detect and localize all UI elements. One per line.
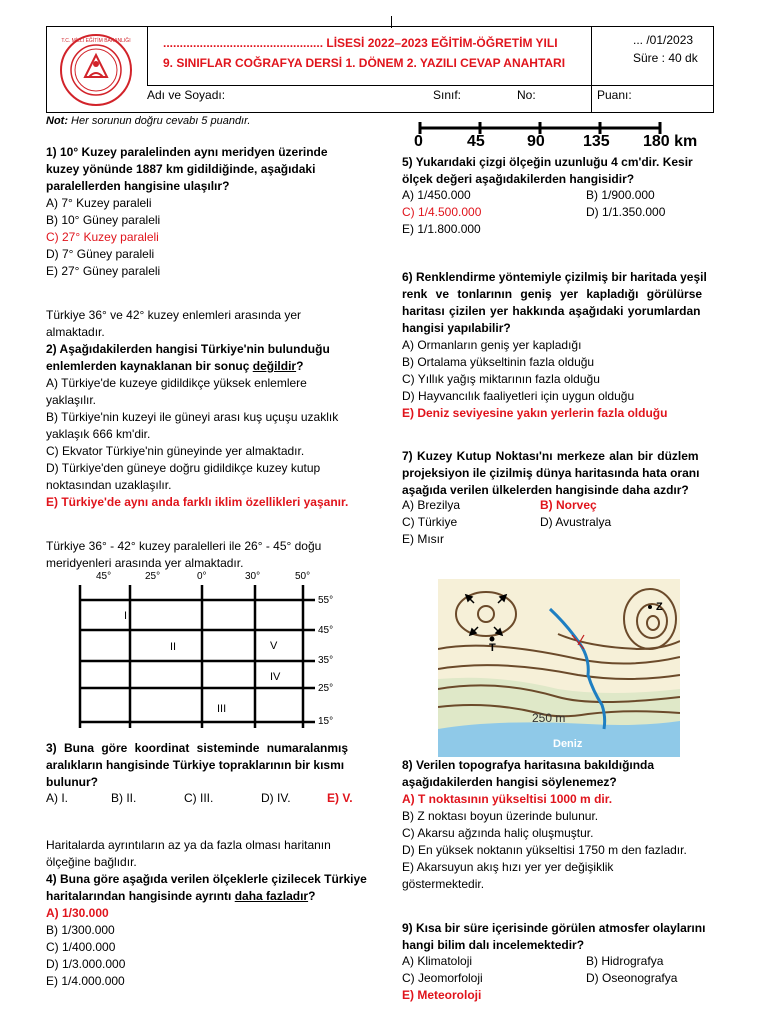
q1-stem-line-1: 1) 10° Kuzey paralelinden aynı meridyen üzerinde <box>46 145 328 159</box>
q2-intro-line-2: almaktadır. <box>46 325 105 339</box>
q2-option-b-line-1: B) Türkiye'nin kuzeyi ile güneyi arası kuş uçuşu uzaklık <box>46 410 339 424</box>
grid-top-label-2: 25° <box>145 571 161 582</box>
q1-option-e: E) 27° Güney paraleli <box>46 264 161 278</box>
note: Not: Her sorunun doğru cevabı 5 puandır. <box>46 115 251 127</box>
q2-intro-line-1: Türkiye 36° ve 42° kuzey enlemleri arasında yer <box>46 308 302 322</box>
q8-option-e-line-2: göstermektedir. <box>402 877 485 891</box>
q7-option-b-correct: B) Norveç <box>540 498 597 512</box>
map-label-t: T <box>489 642 496 654</box>
q7-option-c: C) Türkiye <box>402 515 458 529</box>
scale-label-45: 45 <box>467 133 485 150</box>
question-3 <box>46 740 376 791</box>
grid-top-label-5: 50° <box>295 571 311 582</box>
meb-logo-icon <box>59 33 133 107</box>
question-5 <box>402 154 732 188</box>
coordinate-grid <box>70 568 360 734</box>
q7-option-a: A) Brezilya <box>402 498 461 512</box>
q1-stem-line-3: paralellerden hangisine ulaşılır? <box>46 179 230 193</box>
question-6 <box>402 269 716 422</box>
q1-option-a: A) 7° Kuzey paraleli <box>46 196 152 210</box>
q2-option-d-line-2: noktasından uzaklaşılır. <box>46 478 172 492</box>
region-label-5: V <box>270 640 278 652</box>
q3-option-e-correct: E) V. <box>327 791 353 805</box>
q3-intro-line-1: Türkiye 36° - 42° kuzey paralelleri ile 26° - 45° doğu <box>46 539 322 553</box>
q8-option-e-line-1: E) Akarsuyun akış hızı yer yer değişiklik <box>402 860 614 874</box>
q3-option-b: B) II. <box>111 791 137 805</box>
q4-intro-line-1: Haritalarda ayrıntıların az ya da fazla olması haritanın <box>46 838 331 852</box>
region-label-1: I <box>124 610 128 622</box>
q9-option-d: D) Oseonografya <box>586 971 678 985</box>
q2-option-d-line-1: D) Türkiye'den güneye doğru gidildikçe kuzey kutup <box>46 461 321 475</box>
q6-option-a: A) Ormanların geniş yer kapladığı <box>402 338 582 352</box>
q3-option-c: C) III. <box>184 791 214 805</box>
q4-intro-line-2: ölçeğine bağlıdır. <box>46 855 137 869</box>
q5-stem-line-2: ölçek değeri aşağıdakilerden hangisidir? <box>402 172 635 186</box>
class-label: Sınıf: <box>433 88 462 102</box>
q8-option-d: D) En yüksek noktanın yükseltisi 1750 m den fazladır. <box>402 843 687 857</box>
exam-header <box>46 26 714 113</box>
q8-stem-line-2: aşağıdakilerden hangisi söylenemez? <box>402 775 617 789</box>
q8-option-a-correct: A) T noktasının yükseltisi 1000 m dir. <box>402 792 613 806</box>
q7-stem-line-3: aşağıda verilen ülkelerden hangisinde daha azdır? <box>402 483 689 497</box>
no-label: No: <box>517 88 536 102</box>
grid-right-label-1: 55° <box>318 595 334 606</box>
grid-right-label-3: 35° <box>318 655 334 666</box>
q6-option-d: D) Hayvancılık faaliyetleri için uygun olduğu <box>402 389 635 403</box>
q6-stem-line-1: 6) Renklendirme yöntemiyle çizilmiş bir haritada yeşil <box>402 270 707 284</box>
q3-stem-line-2: aralıkların hangisinde Türkiye topraklarının bir kısmı <box>46 758 345 772</box>
map-sea-label: Deniz <box>553 738 583 750</box>
q7-option-d: D) Avustralya <box>540 515 612 529</box>
q5-stem-line-1: 5) Yukarıdaki çizgi ölçeğin uzunluğu 4 cm'dir. Kesir <box>402 155 693 169</box>
q4-option-a-correct: A) 1/30.000 <box>46 906 109 920</box>
q5-option-e: E) 1/1.800.000 <box>402 222 481 236</box>
q3-stem-line-1: 3) Buna göre koordinat sisteminde numaralanmış <box>46 741 349 755</box>
q7-stem-line-1: 7) Kuzey Kutup Noktası'nı merkeze alan bir düzlem <box>402 449 699 463</box>
q6-option-e-correct: E) Deniz seviyesine yakın yerlerin fazla olduğu <box>402 406 668 420</box>
school-line: ................................................ LİSESİ 2022–2023 EĞİTİM-ÖĞRETİM YILI <box>163 36 558 50</box>
question-9 <box>402 920 732 954</box>
q4-stem-line-1: 4) Buna göre aşağıda verilen ölçeklerle çizilecek Türkiye <box>46 872 367 886</box>
q2-option-b-line-2: yaklaşık 666 km'dir. <box>46 427 151 441</box>
q4-option-e: E) 1/4.000.000 <box>46 974 125 988</box>
scale-label-135: 135 <box>583 133 610 150</box>
q2-stem-line-2: enlemlerden kaynaklanan bir sonuç değildir? <box>46 359 304 373</box>
q3-stem-line-3: bulunur? <box>46 775 98 789</box>
grid-right-label-2: 45° <box>318 625 334 636</box>
grid-right-label-4: 25° <box>318 683 334 694</box>
q5-option-a: A) 1/450.000 <box>402 188 471 202</box>
q8-stem-line-1: 8) Verilen topografya haritasına bakıldığında <box>402 758 655 772</box>
q5-option-b: B) 1/900.000 <box>586 188 655 202</box>
question-2 <box>46 307 376 511</box>
region-label-2: II <box>170 641 177 653</box>
grid-top-label-4: 30° <box>245 571 261 582</box>
q5-option-c-correct: C) 1/4.500.000 <box>402 205 482 219</box>
q3-option-d: D) IV. <box>261 791 291 805</box>
q2-option-a-line-1: A) Türkiye'de kuzeye gidildikçe yüksek enlemlere <box>46 376 307 390</box>
scale-label-90: 90 <box>527 133 545 150</box>
q1-option-d: D) 7° Güney paraleli <box>46 247 155 261</box>
q9-option-c: C) Jeomorfoloji <box>402 971 483 985</box>
scale-label-0: 0 <box>414 133 423 150</box>
q6-stem-line-4: hangisi yapılabilir? <box>402 321 511 335</box>
exam-title: 9. SINIFLAR COĞRAFYA DERSİ 1. DÖNEM 2. YAZILI CEVAP ANAHTARI <box>163 56 566 70</box>
region-label-3: III <box>217 703 227 715</box>
exam-duration: Süre : 40 dk <box>633 51 698 65</box>
q9-stem-line-2: hangi bilim dalı incelemektedir? <box>402 938 585 952</box>
q1-option-c-correct: C) 27° Kuzey paraleli <box>46 230 159 244</box>
q2-stem-line-1: 2) Aşağıdakilerden hangisi Türkiye'nin bulunduğu <box>46 342 330 356</box>
topographic-map <box>438 579 680 757</box>
score-label: Puanı: <box>597 88 632 102</box>
question-4 <box>46 837 386 990</box>
q9-option-a: A) Klimatoloji <box>402 954 473 968</box>
q9-option-e-correct: E) Meteoroloji <box>402 988 482 1002</box>
q9-stem-line-1: 9) Kısa bir süre içerisinde görülen atmosfer olaylarını <box>402 921 706 935</box>
name-label: Adı ve Soyadı: <box>147 88 226 102</box>
map-label-z: Z <box>656 601 663 613</box>
question-8 <box>402 757 732 893</box>
logo-text: T.C. MİLLÎ EĞİTİM BAKANLIĞI <box>61 38 131 44</box>
q4-option-c: C) 1/400.000 <box>46 940 116 954</box>
q8-option-c: C) Akarsu ağzında haliç oluşmuştur. <box>402 826 594 840</box>
q1-option-b: B) 10° Güney paraleli <box>46 213 161 227</box>
question-1 <box>46 144 376 280</box>
q4-option-d: D) 1/3.000.000 <box>46 957 126 971</box>
q3-intro-line-2: meridyenleri arasında yer almaktadır. <box>46 556 244 570</box>
q9-option-b: B) Hidrografya <box>586 954 664 968</box>
q6-stem-line-3: haritası çizilen yer hakkında aşağıdaki yorumlardan <box>402 304 701 318</box>
q7-option-e: E) Mısır <box>402 532 444 546</box>
q6-option-c: C) Yıllık yağış miktarının fazla olduğu <box>402 372 600 386</box>
region-label-4: IV <box>270 671 281 683</box>
q3-option-a: A) I. <box>46 791 69 805</box>
q8-option-b: B) Z noktası boyun üzerinde bulunur. <box>402 809 599 823</box>
exam-date: ... /01/2023 <box>633 33 694 47</box>
grid-right-label-5: 15° <box>318 716 334 727</box>
grid-top-label-3: 0° <box>197 571 207 582</box>
q2-option-a-line-2: yaklaşılır. <box>46 393 97 407</box>
q2-option-c: C) Ekvator Türkiye'nin güneyinde yer almaktadır. <box>46 444 305 458</box>
q5-option-d: D) 1/1.350.000 <box>586 205 666 219</box>
question-7 <box>402 448 716 499</box>
q6-option-b: B) Ortalama yükseltinin fazla olduğu <box>402 355 595 369</box>
scale-label-180: 180 km <box>643 133 698 150</box>
q1-stem-line-2: kuzey yönünde 1887 km gidildiğinde, aşağıdaki <box>46 162 316 176</box>
q4-option-b: B) 1/300.000 <box>46 923 115 937</box>
q7-stem-line-2: projeksiyon ile çizilmiş dünya haritasında hata oranı <box>402 466 700 480</box>
q4-stem-line-2: haritalarından hangisinde ayrıntı daha fazladır? <box>46 889 316 903</box>
grid-top-label-1: 45° <box>96 571 112 582</box>
q2-option-e-correct: E) Türkiye'de aynı anda farklı iklim özellikleri yaşanır. <box>46 495 349 509</box>
question-3-intro <box>46 538 376 572</box>
map-contour-label: 250 m <box>532 711 566 725</box>
q6-stem-line-2: renk ve tonlarının geniş yer kapladığı görülürse <box>402 287 703 301</box>
